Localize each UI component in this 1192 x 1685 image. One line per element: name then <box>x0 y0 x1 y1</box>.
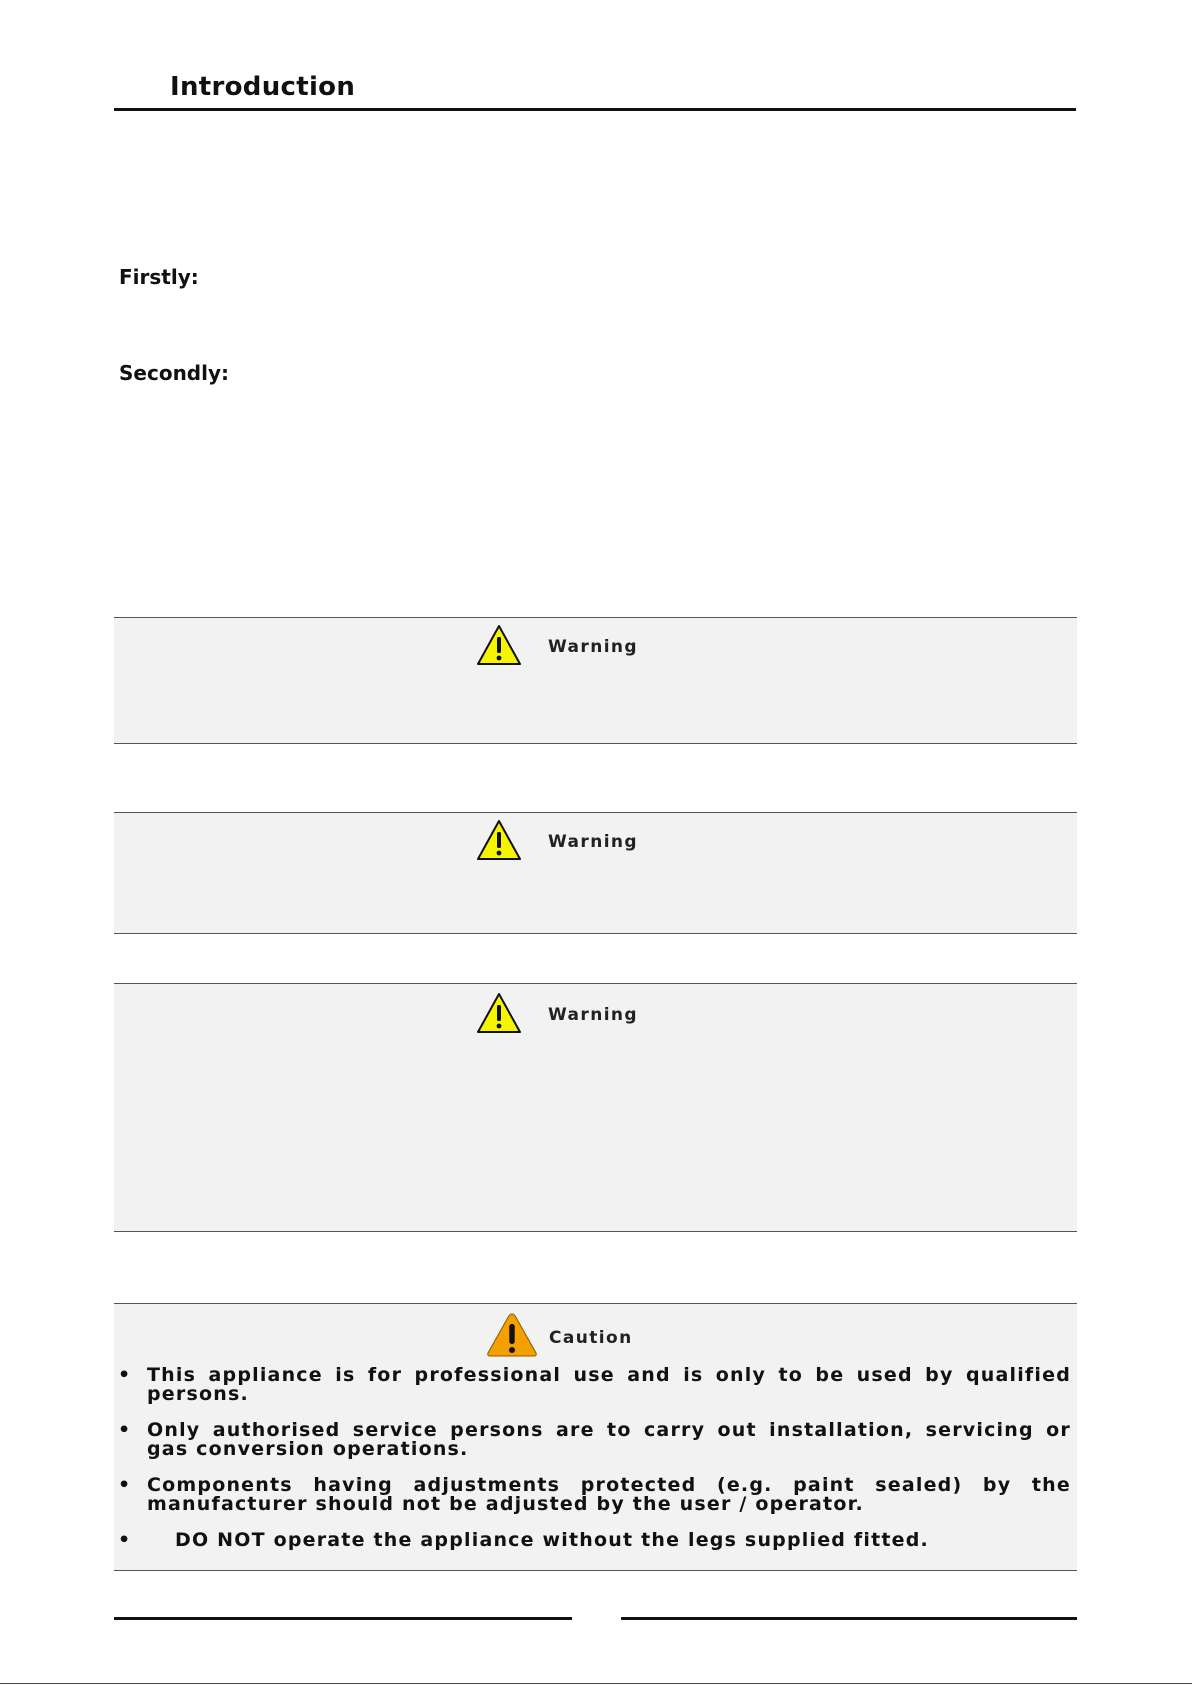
caution-box <box>114 1303 1077 1571</box>
warning-triangle-icon <box>476 992 522 1034</box>
footer-rule-right <box>621 1617 1077 1620</box>
warning-header <box>114 819 1077 861</box>
caution-triangle-icon <box>486 1312 538 1358</box>
list-item: • DO NOT operate the appliance without the legs supplied fitted. <box>118 1529 929 1551</box>
warning-box-2 <box>114 812 1077 934</box>
list-item: • This appliance is for professional use and is only to be used by qualified persons. <box>118 1364 1071 1405</box>
warning-label: Warning <box>548 832 639 852</box>
caution-list <box>114 1366 1077 1567</box>
list-item: • Only authorised service persons are to carry out installation, servicing or gas conversion operations. <box>118 1419 1071 1460</box>
warning-header <box>114 992 1077 1034</box>
warning-header <box>114 624 1077 666</box>
firstly-label: Firstly: <box>119 265 199 289</box>
secondly-label: Secondly: <box>119 361 230 385</box>
warning-label: Warning <box>548 1005 639 1025</box>
bullet: • <box>118 1529 132 1551</box>
list-item: • Components having adjustments protected (e.g. paint sealed) by the manufacturer should not be adjusted by the user / operator. <box>118 1474 1071 1515</box>
warning-label: Warning <box>548 637 639 657</box>
warning-triangle-icon <box>476 624 522 666</box>
bullet: • <box>118 1419 132 1441</box>
page-title: Introduction <box>170 72 356 102</box>
title-rule <box>114 108 1076 111</box>
footer-rule-left <box>114 1617 572 1620</box>
page-bottom-edge <box>0 1683 1192 1684</box>
warning-box-1 <box>114 617 1077 744</box>
bullet: • <box>118 1474 132 1496</box>
caution-header <box>114 1312 1077 1358</box>
bullet: • <box>118 1364 132 1386</box>
caution-label: Caution <box>549 1328 633 1348</box>
warning-triangle-icon <box>476 819 522 861</box>
warning-box-3 <box>114 983 1077 1232</box>
